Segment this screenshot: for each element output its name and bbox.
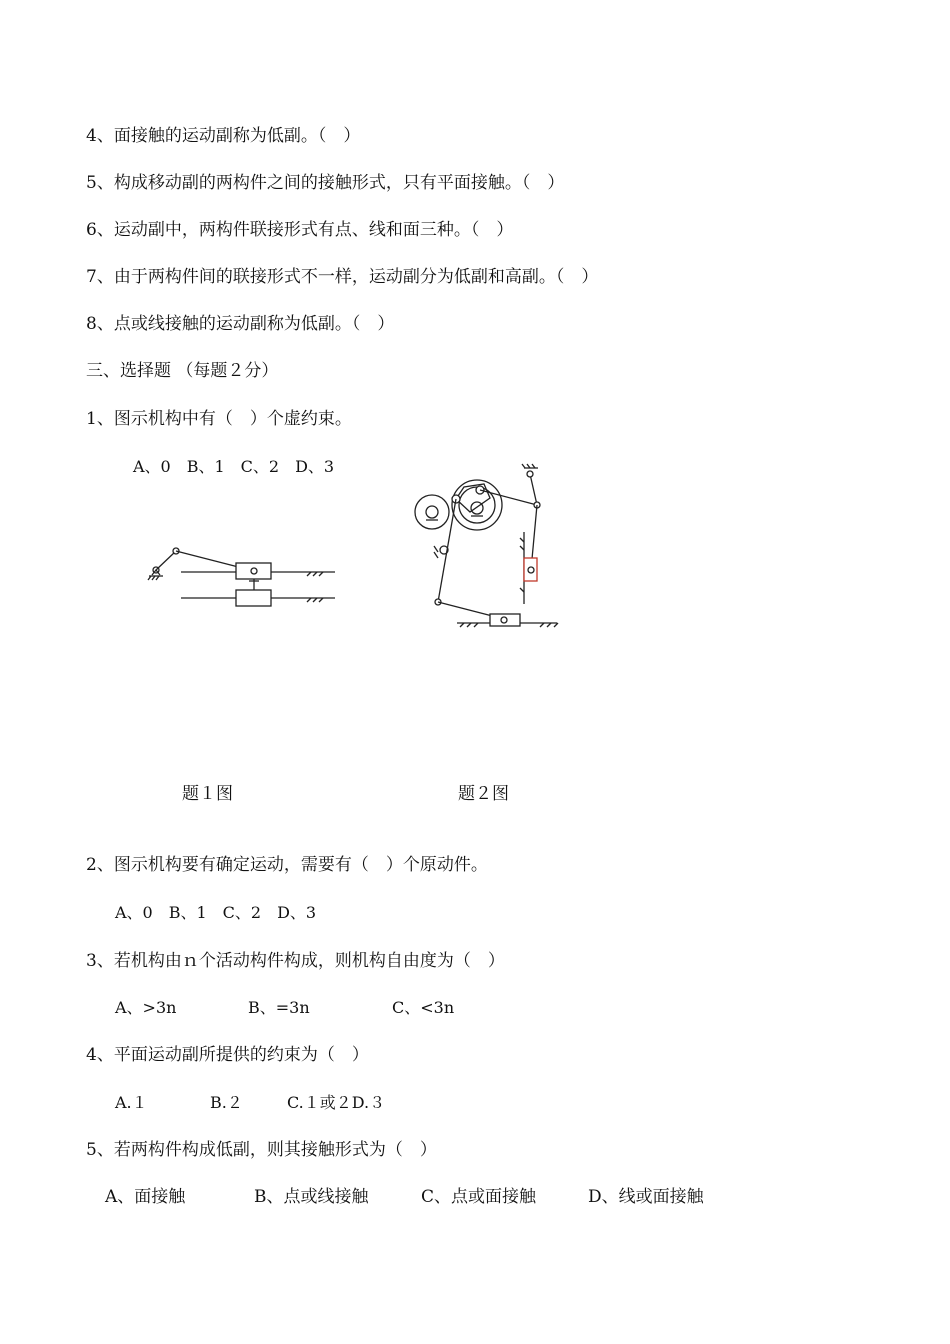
question-4-option-a: A.１ [115, 1093, 148, 1112]
question-3-option-b: B、=3n [248, 998, 310, 1017]
question-1-text: 1、图示机构中有（ ）个虚约束。 [86, 409, 352, 429]
question-5-option-b: B、点或线接触 [254, 1187, 369, 1207]
figure-2-diagram [412, 462, 572, 632]
question-5-option-d: D、线或面接触 [588, 1187, 704, 1207]
judge-item-5: 5、构成移动副的两构件之间的接触形式，只有平面接触。（ ） [86, 173, 565, 193]
figure-2-caption: 题２图 [458, 784, 509, 804]
question-4-option-c: C.１或２D.３ [287, 1093, 386, 1112]
question-5-option-a: A、面接触 [105, 1187, 186, 1207]
question-3-option-a: A、>3n [115, 998, 177, 1017]
figure-1-diagram [145, 545, 345, 605]
question-4-option-b: B.２ [210, 1093, 243, 1112]
question-4-text: 4、平面运动副所提供的约束为（ ） [86, 1045, 369, 1065]
figure-1-caption: 题１图 [182, 784, 233, 804]
question-5-text: 5、若两构件构成低副，则其接触形式为（ ） [86, 1140, 437, 1160]
judge-item-6: 6、运动副中，两构件联接形式有点、线和面三种。（ ） [86, 220, 514, 240]
question-2-text: 2、图示机构要有确定运动，需要有（ ）个原动件。 [86, 855, 488, 875]
judge-item-8: 8、点或线接触的运动副称为低副。（ ） [86, 314, 395, 334]
judge-item-7: 7、由于两构件间的联接形式不一样，运动副分为低副和高副。（ ） [86, 267, 599, 287]
question-3-option-c: C、<3n [392, 998, 455, 1017]
section-title: 三、选择题 （每题２分） [86, 361, 279, 381]
judge-item-4: 4、面接触的运动副称为低副。（ ） [86, 126, 361, 146]
question-2-options: A、0 B、1 C、2 D、3 [115, 903, 317, 922]
question-1-options: A、0 B、1 C、2 D、3 [133, 457, 335, 476]
question-3-text: 3、若机构由ｎ个活动构件构成，则机构自由度为（ ） [86, 951, 505, 971]
question-5-option-c: C、点或面接触 [421, 1187, 537, 1207]
